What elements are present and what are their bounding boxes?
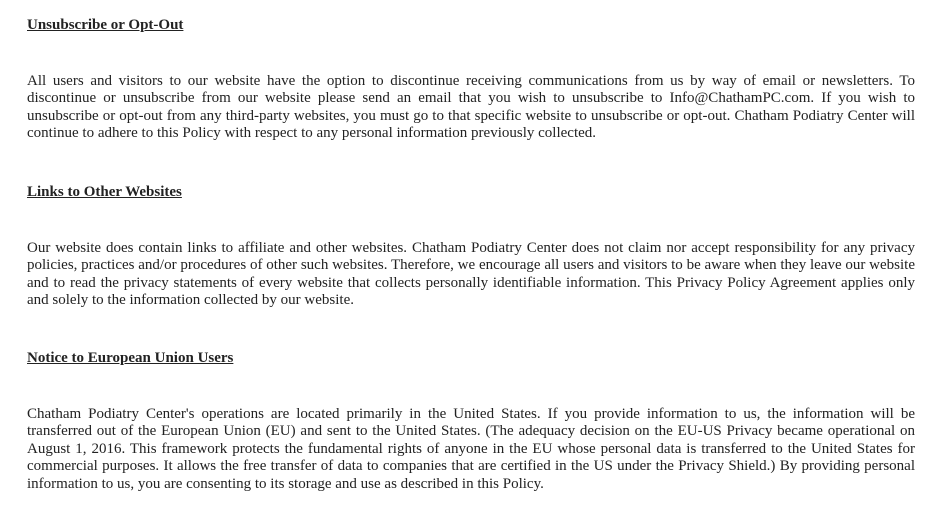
paragraph-unsubscribe-opt-out: All users and visitors to our website have the option to discontinue receiving communications from us by way of email or newsletters. To discontinue or unsubscribe from our website please send an email that you wish to unsubscribe to Info@ChathamPC.com. If you wish to unsubscribe or opt-out from any third-party websites, you must go to that specific website to unsubscribe or opt-out. Chatham Podiatry Center will continue to adhere to this Policy with respect to any personal information previously collected. — [27, 73, 915, 142]
heading-unsubscribe-opt-out: Unsubscribe or Opt-Out — [27, 17, 184, 33]
heading-notice-eu-users: Notice to European Union Users — [27, 350, 234, 366]
paragraph-links-to-other-websites: Our website does contain links to affiliate and other websites. Chatham Podiatry Center does not claim nor accept responsibility for any privacy policies, practices and/or procedures of other such websites. Therefore, we encourage all users and visitors to be aware when they leave our website and to read the privacy statements of every website that collects personally identifiable information. This Privacy Policy Agreement applies only and solely to the information collected by our website. — [27, 240, 915, 309]
heading-links-to-other-websites: Links to Other Websites — [27, 184, 182, 200]
paragraph-notice-eu-users: Chatham Podiatry Center's operations are located primarily in the United States. If you provide information to us, the information will be transferred out of the European Union (EU) and sent to the United States. (The adequacy decision on the EU-US Privacy became operational on August 1, 2016. This framework protects the fundamental rights of anyone in the EU whose personal data is transferred to the United States for commercial purposes. It allows the free transfer of data to companies that are certified in the US under the Privacy Shield.) By providing personal information to us, you are consenting to its storage and use as described in this Policy. — [27, 406, 915, 492]
